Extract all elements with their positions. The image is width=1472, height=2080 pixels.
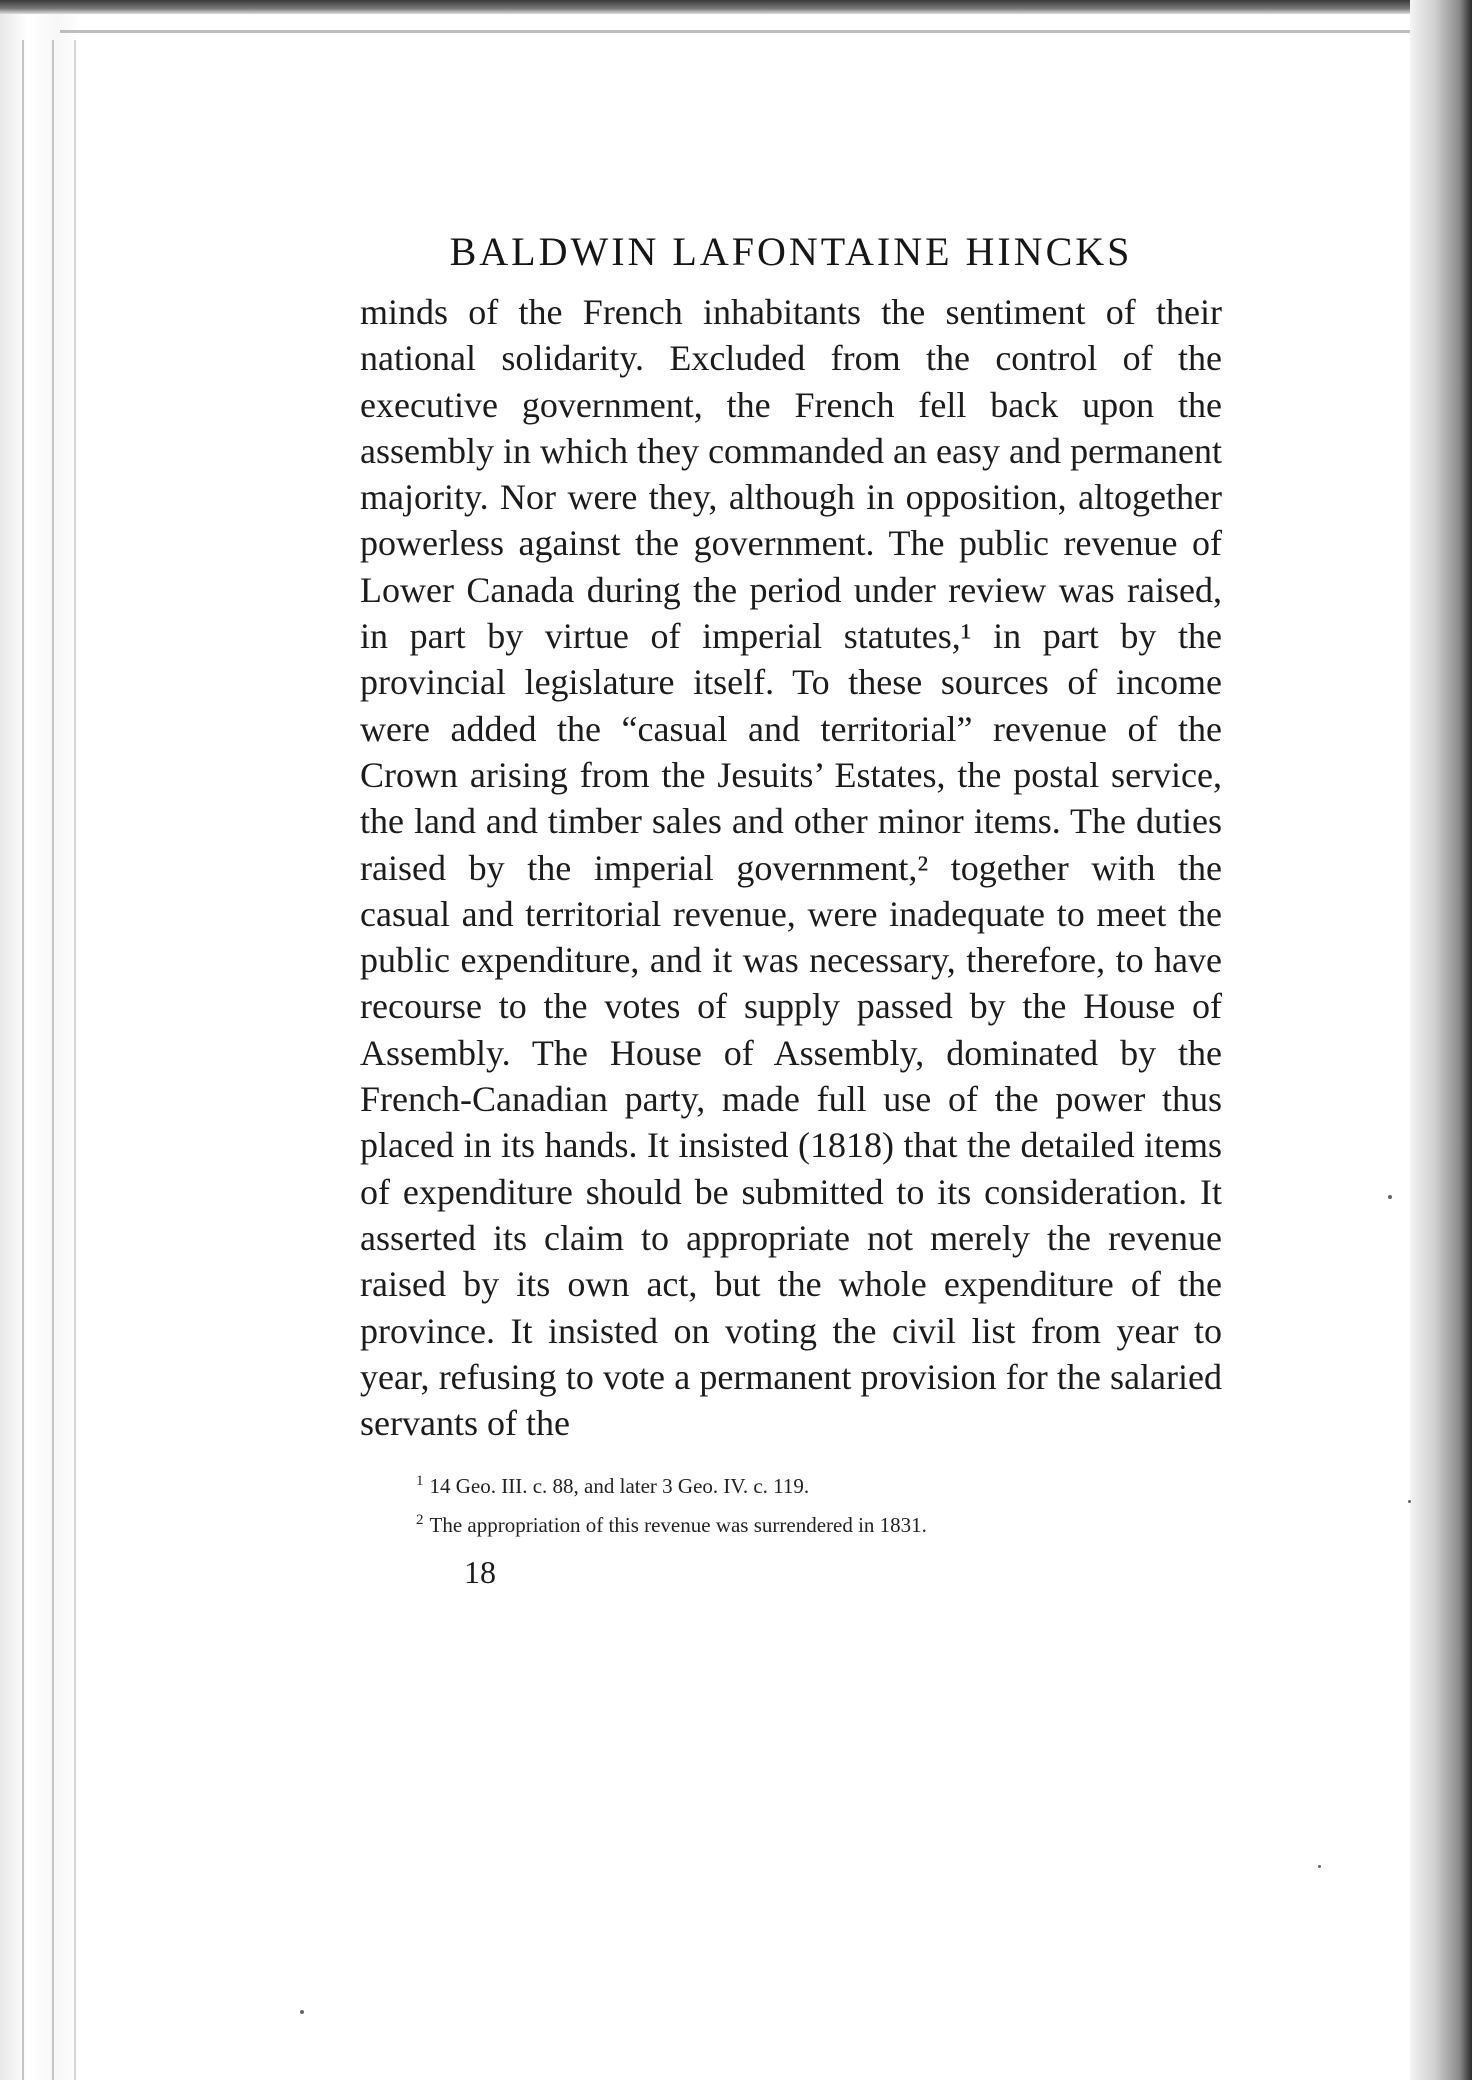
footnotes: [360, 1464, 1222, 1542]
book-page: [360, 228, 1222, 1591]
footnote-text: 14 Geo. III. c. 88, and later 3 Geo. IV. c. 119.: [429, 1474, 810, 1499]
scan-top-edge: [0, 0, 1472, 14]
page-fold-line: [22, 40, 24, 2080]
footnote-text: The appropriation of this revenue was surrendered in 1831.: [429, 1513, 927, 1538]
scan-right-edge: [1410, 0, 1472, 2080]
scan-speck: [1318, 1865, 1321, 1868]
footnote: [416, 1503, 1222, 1542]
footnote-mark: 1: [416, 1473, 424, 1490]
scan-speck: [300, 2010, 304, 2014]
footnote: [416, 1464, 1222, 1503]
scan-left-edge: [0, 0, 82, 2080]
page-fold-line: [52, 40, 54, 2080]
body-paragraph: minds of the French inhabitants the sentiment of their national solidarity. Excluded from the control of the executive government, the French fell back upon the assembly in which they commanded an easy and permanent majority. Nor were they, although in opposition, altogether powerless against the government. The public revenue of Lower Canada during the period under review was raised, in part by virtue of imperial statutes,¹ in part by the provincial legislature itself. To these sources of income were added the “casual and territorial” revenue of the Crown arising from the Jesuits’ Estates, the postal service, the land and timber sales and other minor items. The duties raised by the imperial government,² together with the casual and territorial revenue, were inadequate to meet the public expenditure, and it was necessary, therefore, to have recourse to the votes of supply passed by the House of Assembly. The House of Assembly, dominated by the French-Canadian party, made full use of the power thus placed in its hands. It insisted (1818) that the detailed items of expenditure should be submitted to its consideration. It asserted its claim to appropriate not merely the revenue raised by its own act, but the whole expenditure of the province. It insisted on voting the civil list from year to year, refusing to vote a permanent provision for the salaried servants of the: [360, 292, 1222, 1444]
page-top-rule: [60, 30, 1410, 33]
running-head: BALDWIN LAFONTAINE HINCKS: [449, 229, 1133, 274]
page-number: 18: [464, 1554, 496, 1591]
scan-speck: [1408, 1500, 1411, 1503]
scan-speck: [1388, 1195, 1392, 1199]
footnote-mark: 2: [416, 1512, 424, 1529]
page-fold-line: [74, 40, 76, 2080]
